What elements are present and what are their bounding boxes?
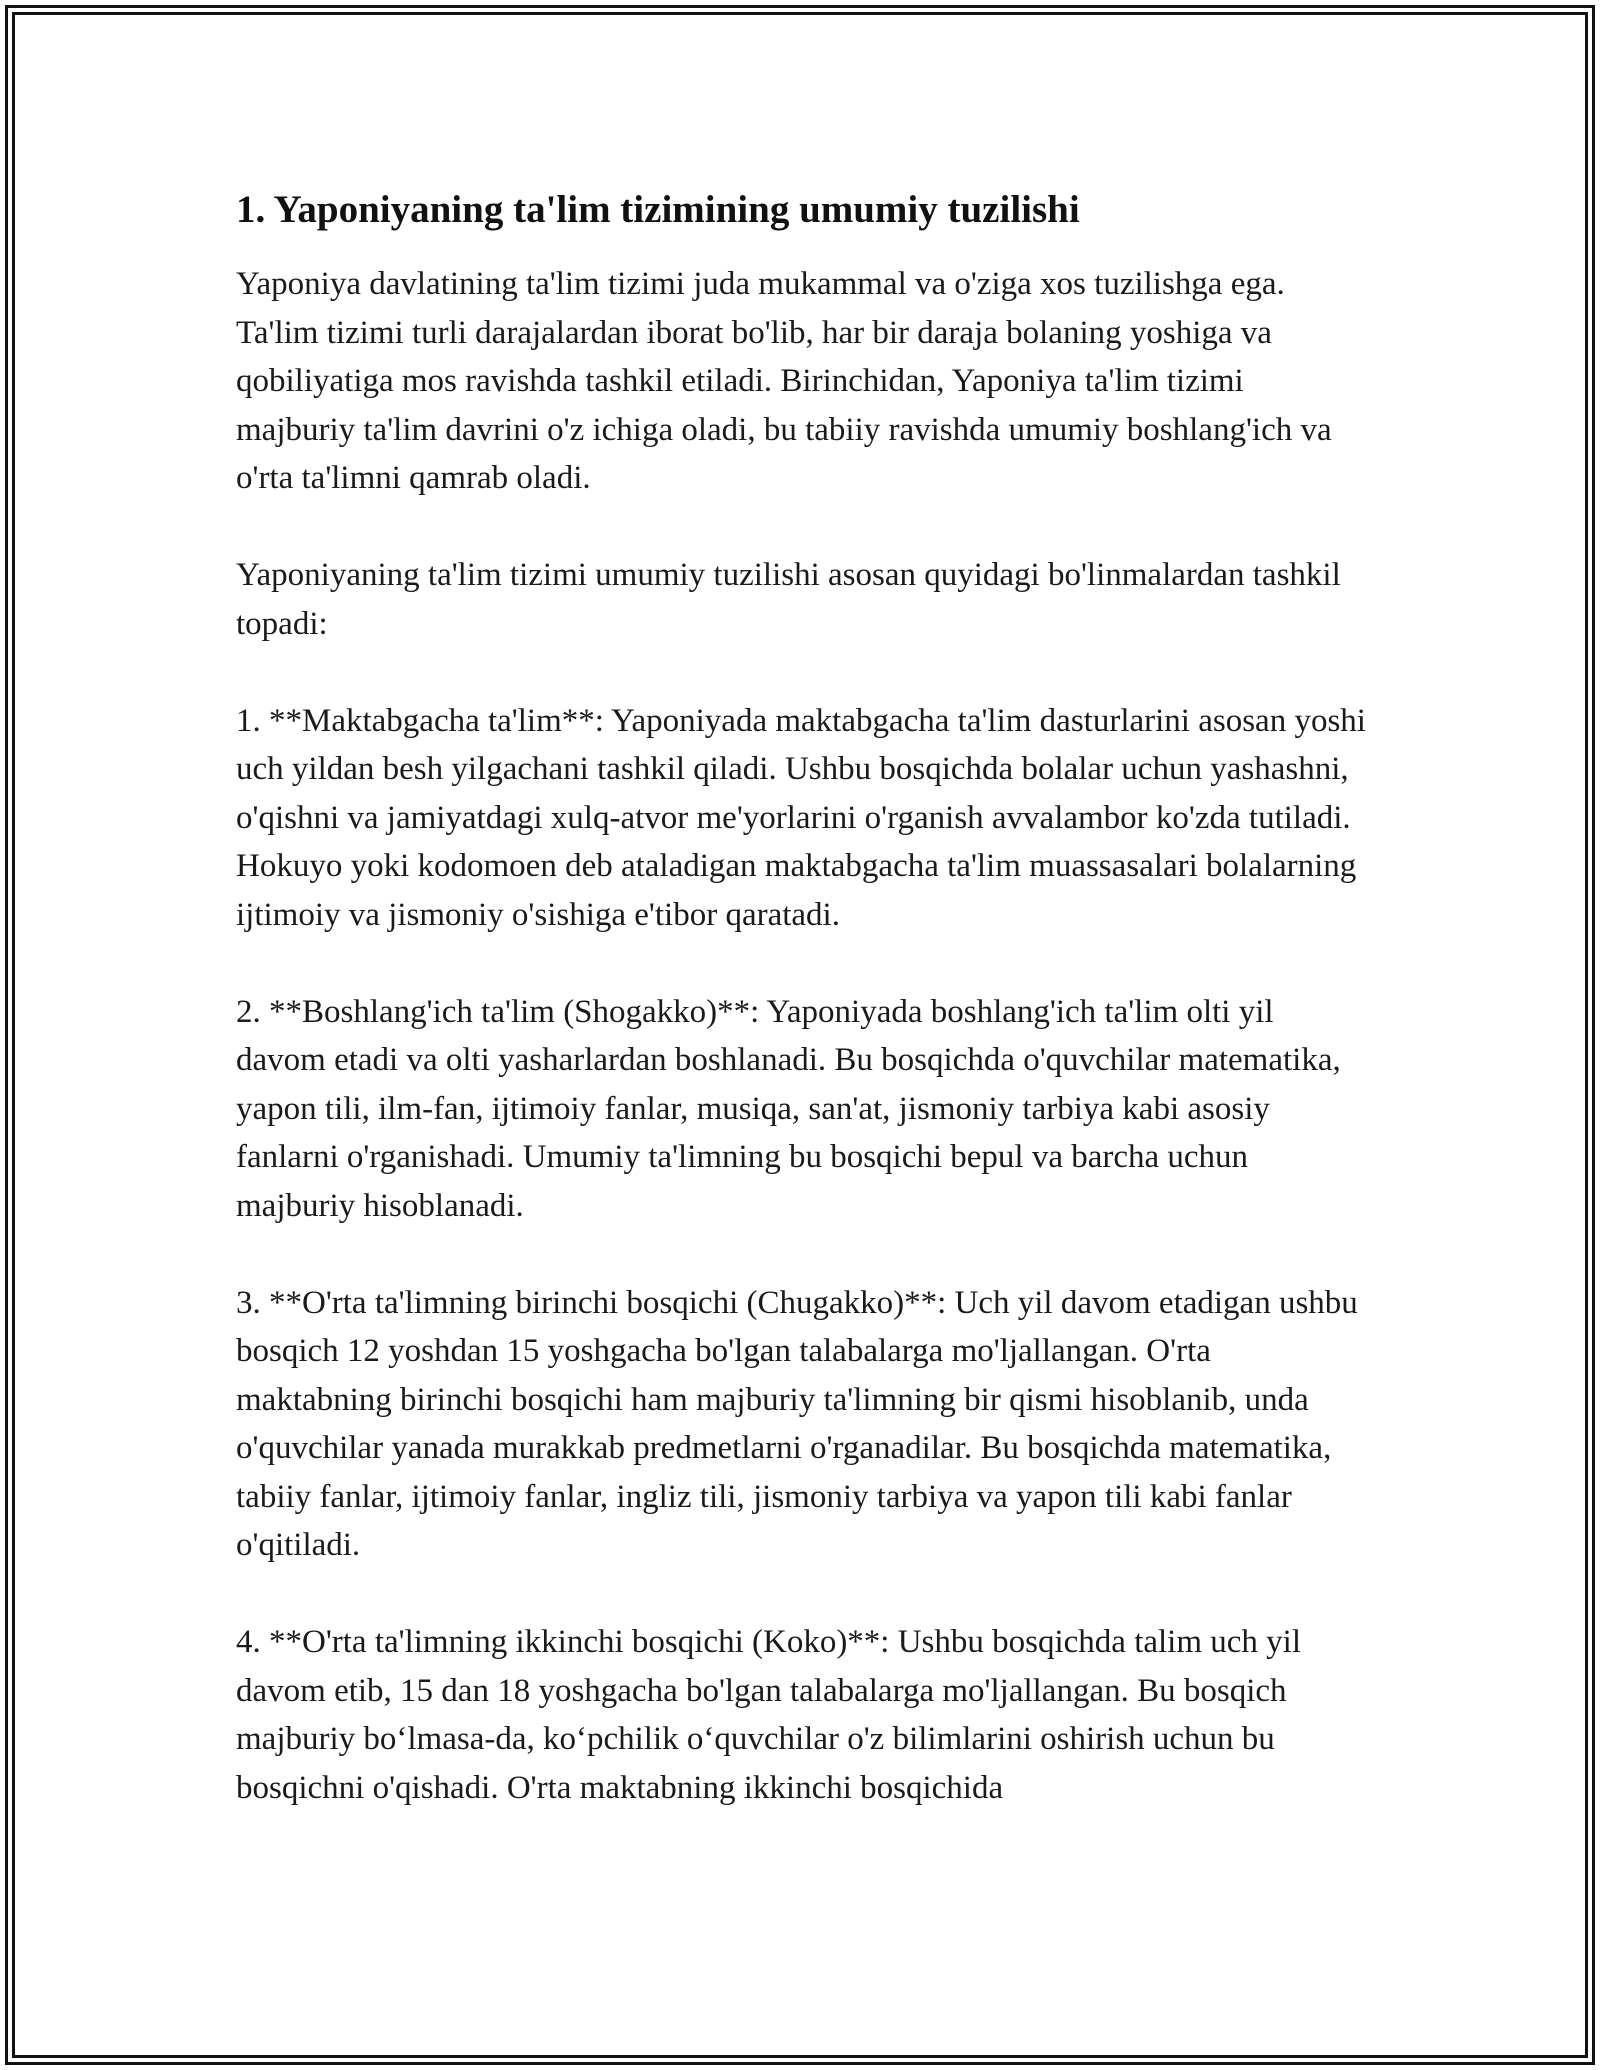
upper-secondary-paragraph: 4. **O'rta ta'limning ikkinchi bosqichi (Koko)**: Ushbu bosqichda talim uch yil davom etib, 15 dan 18 yoshgacha bo'lgan talabalarga mo'ljallangan. Bu bosqich majburiy bo‘lmasa-da, ko‘pchilik o‘quvchilar o'z bilimlarini oshirish uchun bu bosqichni o'qishadi. O'rta maktabning ikkinchi bosqichida <box>236 1624 1302 1806</box>
section-heading: 1. Yaponiyaning ta'lim tizimining umumiy tuzilishi <box>236 188 1080 231</box>
structure-intro-paragraph: Yaponiyaning ta'lim tizimi umumiy tuzilishi asosan quyidagi bo'linmalardan tashkil topadi: <box>236 557 1341 642</box>
document-body <box>236 186 1366 1812</box>
preschool-paragraph: 1. **Maktabgacha ta'lim**: Yaponiyada maktabgacha ta'lim dasturlarini asosan yoshi uch yildan besh yilgachani tashkil qiladi. Ushbu bosqichda bolalar uchun yashashni, o'qishni va jamiyatdagi xulq-atvor me'yorlarini o'rganish avvalambor ko'zda tutiladi. Hokuyo yoki kodomoen deb ataladigan maktabgacha ta'lim muassasalari bolalarning ijtimoiy va jismoniy o'sishiga e'tibor qaratadi. <box>236 702 1366 933</box>
intro-paragraph: Yaponiya davlatining ta'lim tizimi juda mukammal va o'ziga xos tuzilishga ega. Ta'lim tizimi turli darajalardan iborat bo'lib, har bir daraja bolaning yoshiga va qobiliyatiga mos ravishda tashkil etiladi. Birinchidan, Yaponiya ta'lim tizimi majburiy ta'lim davrini o'z ichiga oladi, bu tabiiy ravishda umumiy boshlang'ich va o'rta ta'limni qamrab oladi. <box>236 266 1332 496</box>
lower-secondary-paragraph: 3. **O'rta ta'limning birinchi bosqichi (Chugakko)**: Uch yil davom etadigan ushbu bosqich 12 yoshdan 15 yoshgacha bo'lgan talabalarga mo'ljallangan. O'rta maktabning birinchi bosqichi ham majburiy ta'limning bir qismi hisoblanib, unda o'quvchilar yanada murakkab predmetlarni o'rganadilar. Bu bosqichda matematika, tabiiy fanlar, ijtimoiy fanlar, ingliz tili, jismoniy tarbiya va yapon tili kabi fanlar o'qitiladi. <box>236 1284 1358 1563</box>
primary-school-paragraph: 2. **Boshlang'ich ta'lim (Shogakko)**: Yaponiyada boshlang'ich ta'lim olti yil davom etadi va olti yasharlardan boshlanadi. Bu bosqichda o'quvchilar matematika, yapon tili, ilm-fan, ijtimoiy fanlar, musiqa, san'at, jismoniy tarbiya kabi asosiy fanlarni o'rganishadi. Umumiy ta'limning bu bosqichi bepul va barcha uchun majburiy hisoblanadi. <box>236 993 1341 1224</box>
